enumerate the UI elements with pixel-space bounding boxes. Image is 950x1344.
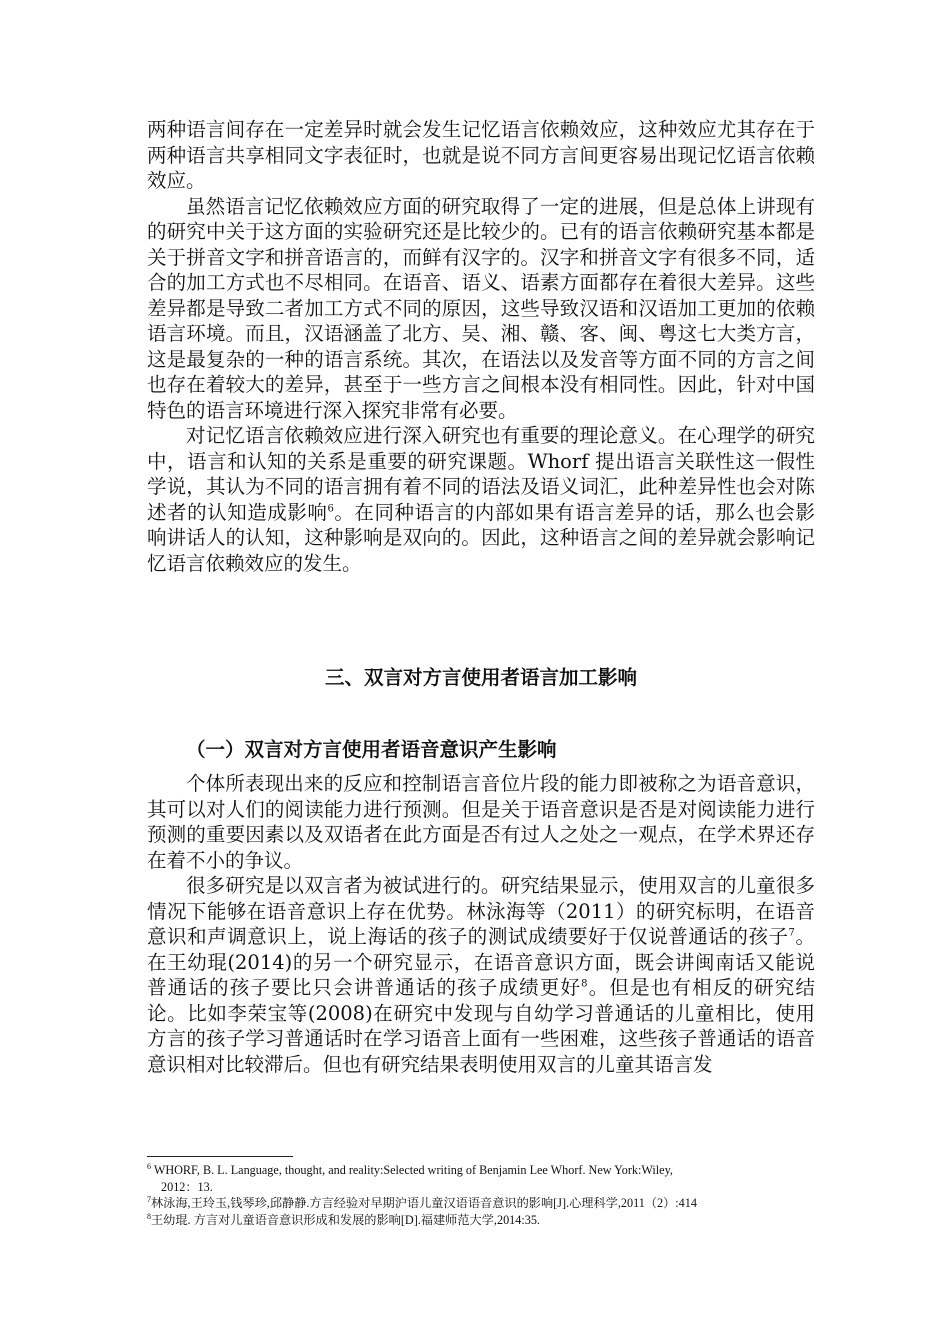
footnote-8-text: 王幼琨. 方言对儿童语音意识形成和发展的影响[D].福建师范大学,2014:35. <box>151 1212 540 1227</box>
footnote-8 <box>147 1212 815 1229</box>
footnote-mark-8: 8 <box>147 1211 151 1221</box>
footnote-6-continuation: 2012：13. <box>161 1179 213 1194</box>
paragraph-5-text-c: 。但是也有相反的研究结论。比如李荣宝等(2008)在研究中发现与自幼学习普通话的儿童相比，使用方言的孩子学习普通话时在学习语音上面有一些困难，这些孩子普通话的语音意识相对比较滞后。但也有研究结果表明使用双言的儿童其语言发 <box>147 976 815 1076</box>
body-text-bottom <box>147 771 815 1077</box>
footnote-7 <box>147 1195 815 1212</box>
footnote-6 <box>147 1162 815 1179</box>
footnote-separator <box>147 1156 293 1157</box>
paragraph-4: 个体所表现出来的反应和控制语言音位片段的能力即被称之为语音意识，其可以对人们的阅读能力进行预测。但是关于语音意识是否是对阅读能力进行预测的重要因素以及双语者在此方面是否有过人之处之一观点，在学术界还存在着不小的争议。 <box>147 772 815 872</box>
paragraph-5-text-b: 。在王幼琨(2014)的另一个研究显示，在语音意识方面，既会讲闽南话又能说普通话的孩子要比只会讲普通话的孩子成绩更好 <box>147 925 815 999</box>
footnotes <box>147 1162 815 1228</box>
body-text-top <box>147 117 815 576</box>
footnote-7-text: 林泳海,王玲玉,钱琴珍,邱静静.方言经验对早期沪语儿童汉语语音意识的影响[J].心理科学,2011（2）:414 <box>151 1196 697 1210</box>
footnote-ref-8[interactable]: 8 <box>581 978 588 990</box>
section-heading: 三、双言对方言使用者语言加工影响 <box>324 666 637 689</box>
footnote-mark-7: 7 <box>147 1194 151 1204</box>
footnote-6-text: WHORF, B. L. Language, thought, and reality:Selected writing of Benjamin Lee Whorf. New York:Wiley, <box>151 1163 673 1177</box>
paragraph-5-text-a: 很多研究是以双言者为被试进行的。研究结果显示，使用双言的儿童很多情况下能够在语音意识上存在优势。林泳海等（2011）的研究标明，在语音意识和声调意识上，说上海话的孩子的测试成绩要好于仅说普通话的孩子 <box>147 874 815 948</box>
paragraph-3-text-b: 。在同种语言的内部如果有语言差异的话，那么也会影响讲话人的认知，这种影响是双向的。因此，这种语言之间的差异就会影响记忆语言依赖效应的发生。 <box>147 500 815 575</box>
paragraph-5 <box>147 873 815 1077</box>
paragraph-2: 虽然语言记忆依赖效应方面的研究取得了一定的进展，但是总体上讲现有的研究中关于这方面的实验研究还是比较少的。已有的语言依赖研究基本都是关于拼音文字和拼音语言的，而鲜有汉字的。汉字和拼音文字有很多不同，适合的加工方式也不尽相同。在语音、语义、语素方面都存在着很大差异。这些差异都是导致二者加工方式不同的原因，这些导致汉语和汉语加工更加的依赖语言环境。而且，汉语涵盖了北方、吴、湘、赣、客、闽、粤这七大类方言，这是最复杂的一种的语言系统。其次，在语法以及发音等方面不同的方言之间也存在着较大的差异，甚至于一些方言之间根本没有相同性。因此，针对中国特色的语言环境进行深入探究非常有必要。 <box>147 194 815 422</box>
paragraph-1: 两种语言间存在一定差异时就会发生记忆语言依赖效应，这种效应尤其存在于两种语言共享相同文字表征时，也就是说不同方言间更容易出现记忆语言依赖效应。 <box>147 118 815 192</box>
paragraph-3 <box>147 423 815 576</box>
subsection-heading: （一）双言对方言使用者语音意识产生影响 <box>186 738 557 761</box>
footnote-ref-6[interactable]: 6 <box>327 503 334 514</box>
paragraph-3-text-a: 对记忆语言依赖效应进行深入研究也有重要的理论意义。在心理学的研究中，语言和认知的关系是重要的研究课题。Whorf 提出语言关联性这一假性学说，其认为不同的语言拥有着不同的语法及语义词汇，此种差异性也会对陈述者的认知造成影响 <box>147 424 815 524</box>
footnote-ref-7[interactable]: 7 <box>788 927 795 939</box>
footnote-mark-6: 6 <box>147 1161 151 1171</box>
